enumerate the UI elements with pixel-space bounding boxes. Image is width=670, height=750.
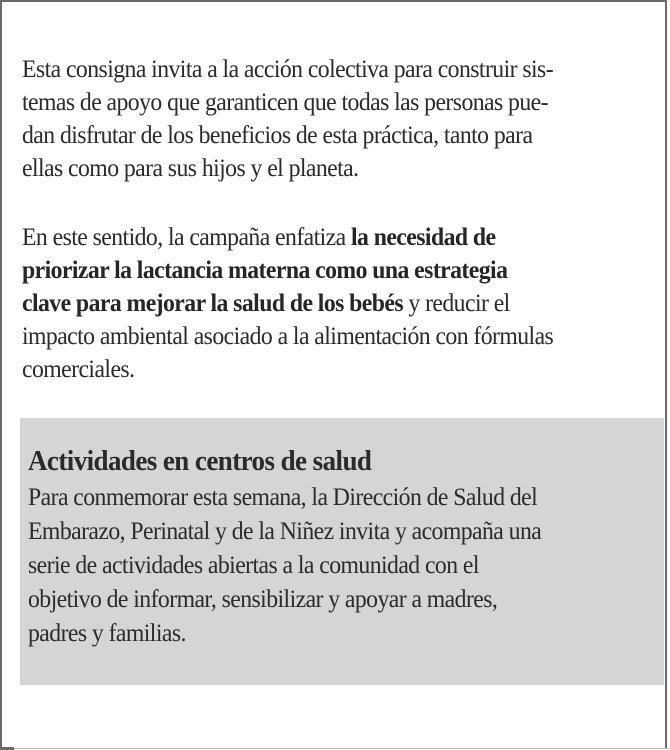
- box-body: [28, 480, 541, 650]
- emphasis-text: clave para mejorar la salud de los bebés: [22, 288, 404, 317]
- paragraph-line: impacto ambiental asociado a la alimentación con fórmulas: [22, 321, 554, 350]
- paragraph-line: dan disfrutar de los beneficios de esta práctica, tanto para: [22, 120, 533, 149]
- paragraph-line: Esta consigna invita a la acción colectiva para construir sis-: [22, 54, 554, 83]
- paragraph-line: ellas como para sus hijos y el planeta.: [22, 153, 359, 182]
- paragraph-line: [22, 286, 664, 319]
- box-title: Actividades en centros de salud: [28, 445, 372, 477]
- box-line: Para conmemorar esta semana, la Dirección de Salud del: [28, 482, 538, 511]
- sidebar-box-activities: [20, 418, 664, 685]
- paragraph-line: comerciales.: [22, 354, 135, 383]
- regular-text: y reducir el: [403, 288, 510, 317]
- box-line: serie de actividades abiertas a la comunidad con el: [28, 550, 479, 579]
- paragraph-line: temas de apoyo que garanticen que todas las personas pue-: [22, 87, 548, 116]
- box-line: Embarazo, Perinatal y de la Niñez invita y acompaña una: [28, 516, 542, 545]
- regular-text: En este sentido, la campaña enfatiza: [22, 222, 352, 251]
- paragraph-intro: [22, 52, 664, 184]
- paragraph-campaign: [22, 220, 664, 385]
- frame-bottom-line: [14, 748, 669, 749]
- box-line: padres y familias.: [28, 618, 186, 647]
- paragraph-line: [22, 253, 664, 286]
- paragraph-line: [22, 220, 664, 253]
- box-line: objetivo de informar, sensibilizar y apoyar a madres,: [28, 584, 498, 613]
- emphasis-text: la necesidad de: [351, 222, 496, 251]
- emphasis-text: priorizar la lactancia materna como una estrategia: [22, 255, 508, 284]
